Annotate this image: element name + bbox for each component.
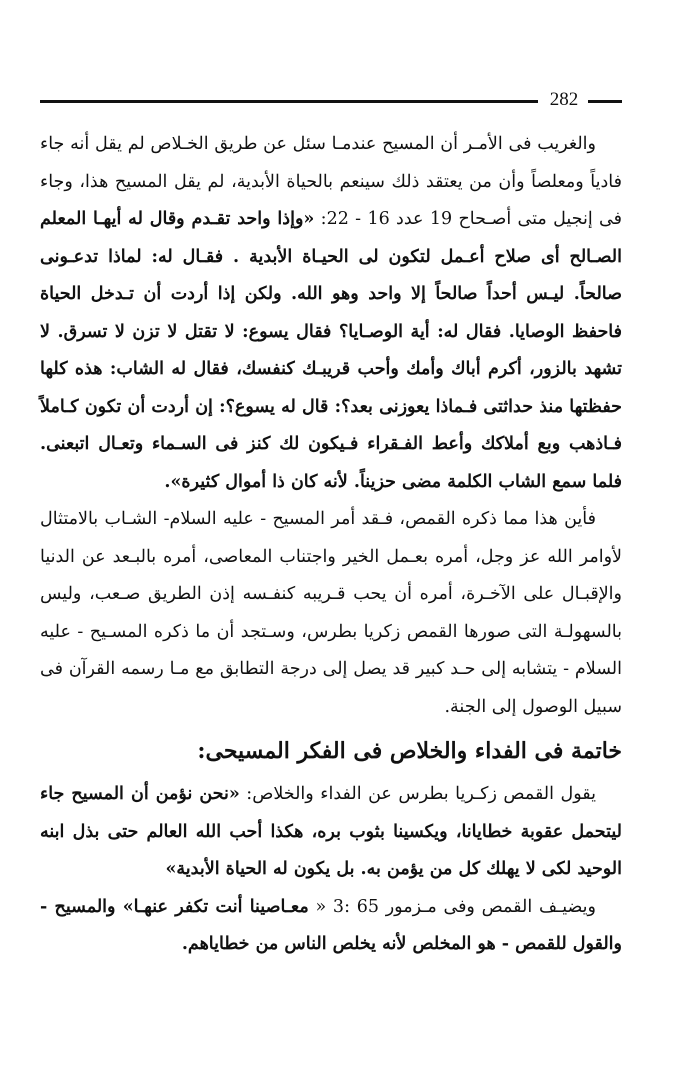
paragraph-2-text: فأين هذا مما ذكره القمص، فـقد أمر المسيح - عليه السلام- الشـاب بالامتثال لأوامر الله عز وجل، أمره بعـمل الخير واجتناب المعاصى، أمره بالبـعد عن الدنيا والإقبـال على الآخـرة، أمره أن يحب قـريبه كنفـسه إذن الطريق صـعب، وليس بالسهولـة التى صورها القمص زكريا بطرس، وسـتجد أن ما ذكره المسـيح - عليه السلام - يتشابه إلى حـد كبير قد يصل إلى درجة التطابق مع مـا رسمه القرآن فى سبيل الوصول إلى الجنة. bbox=[40, 509, 622, 717]
paragraph-2 bbox=[40, 501, 622, 726]
header-rule-long bbox=[40, 100, 538, 103]
paragraph-1-quote: «وإذا واحد تقـدم وقال له أيهـا المعلم الصـالح أى صلاح أعـمل لتكون لى الحيـاة الأبدية . فقـال له: لماذا تدعـونى صالحاً. ليـس أحداً صالحاً إلا واحد وهو الله. ولكن إذا أردت أن تـدخل الحياة فاحفظ الوصايا. فقال له: أية الوصـايا؟ فقال يسوع: لا تقتل لا تزن لا تسرق. لا تشهد بالزور، أكرم أباك وأمك وأحب قريبـك كنفسك، فقال له الشاب: هذه كلها حفظتها منذ حداثتى فـماذا يعوزنى بعد؟: قال له يسوع؟: إن أردت أن تكون كـاملاً فـاذهب وبع أملاكك وأعط الفـقراء فـيكون لك كنز فى السـماء وتعـال اتبعنى. فلما سمع الشاب الكلمة مضى حزيناً. لأنه كان ذا أموال كثيرة». bbox=[40, 209, 622, 492]
paragraph-1-text: والغريب فى الأمـر أن المسيح عندمـا سئل عن طريق الخـلاص لم يقل أنه جاء فادياً ومعلصاً وأن من يعتقد ذلك سينعم بالحياة الأبدية، لم يقل المسيح هذا، وجاء فى إنجيل متى أصـحاح 19 عدد 16 - 22: bbox=[40, 134, 622, 229]
paragraph-1 bbox=[40, 126, 622, 501]
paragraph-4 bbox=[40, 889, 622, 964]
section-heading: خاتمة فى الفداء والخلاص فى الفكر المسيحى: bbox=[197, 738, 622, 764]
paragraph-4-quote: معـاصينا أنت تكفر عنهـا» والمسيح - والقول للقمص - هو المخلص لأنه يخلص الناس من خطاياهم. bbox=[40, 896, 622, 954]
paragraph-3-text: يقول القمص زكـريا بطرس عن الفداء والخلاص: bbox=[239, 784, 596, 804]
header-rule-short bbox=[588, 100, 622, 103]
page-number: 282 bbox=[549, 89, 579, 110]
page-header bbox=[40, 88, 622, 112]
page-body bbox=[40, 126, 622, 964]
paragraph-4-text: ويضيـف القمص وفى مـزمور 65 :3 « bbox=[308, 896, 596, 917]
paragraph-3 bbox=[40, 776, 622, 889]
paragraph-3-quote: «نحن نؤمن أن المسيح جاء ليتحمل عقوبة خطايانا، ويكسينا بثوب بره، هكذا أحب الله العالم حتى بذل ابنه الوحيد لكى لا يهلك كل من يؤمن به. بل يكون له الحياة الأبدية» bbox=[40, 784, 622, 879]
